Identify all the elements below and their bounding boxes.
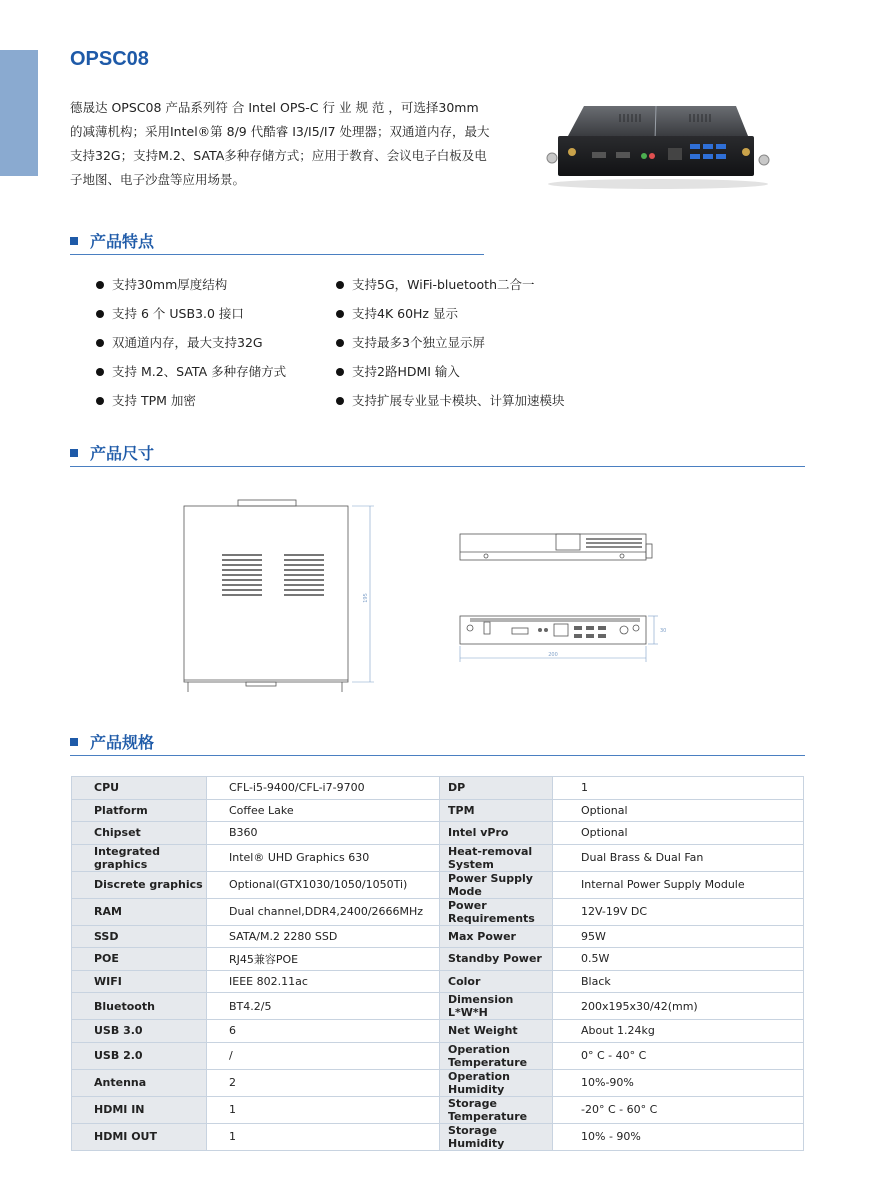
feature-item: 支持4K 60Hz 显示 — [336, 304, 458, 322]
spec-label: POE — [72, 948, 207, 971]
spec-value: 200x195x30/42(mm) — [553, 993, 804, 1020]
feature-item: 支持扩展专业显卡模块、计算加速模块 — [336, 391, 565, 409]
width-dimension-label: 200 — [548, 652, 558, 658]
table-row — [72, 925, 804, 948]
spec-label: Power Requirements — [440, 898, 553, 925]
spec-label: HDMI OUT — [72, 1123, 207, 1150]
feature-item: 支持 TPM 加密 — [96, 391, 196, 409]
side-view-vents — [586, 538, 642, 548]
feature-item: 支持 M.2、SATA 多种存储方式 — [96, 362, 286, 380]
spec-value: Dual Brass & Dual Fan — [553, 844, 804, 871]
spec-label: SSD — [72, 925, 207, 948]
bullet-icon — [336, 368, 344, 376]
spec-value: 95W — [553, 925, 804, 948]
feature-item: 支持30mm厚度结构 — [96, 275, 227, 293]
table-row — [72, 871, 804, 898]
square-bullet-icon — [70, 738, 78, 746]
feature-item: 支持最多3个独立显示屏 — [336, 333, 485, 351]
spec-label: Discrete graphics — [72, 871, 207, 898]
dimensions-heading: 产品尺寸 — [70, 441, 154, 464]
height-dimension-label: 195 — [363, 593, 369, 603]
features-heading: 产品特点 — [70, 229, 154, 252]
spec-value: B360 — [207, 822, 440, 845]
spec-label: Storage Humidity — [440, 1123, 553, 1150]
table-row — [72, 844, 804, 871]
dimensions-divider — [70, 466, 805, 467]
feature-item: 支持 6 个 USB3.0 接口 — [96, 304, 244, 322]
specs-heading: 产品规格 — [70, 730, 154, 753]
spec-label: Power Supply Mode — [440, 871, 553, 898]
spec-value: CFL-i5-9400/CFL-i7-9700 — [207, 777, 440, 800]
table-row — [72, 777, 804, 800]
square-bullet-icon — [70, 237, 78, 245]
bullet-icon — [96, 281, 104, 289]
table-row — [72, 1096, 804, 1123]
specs-table — [71, 776, 804, 1151]
spec-label: HDMI IN — [72, 1096, 207, 1123]
spec-value: 1 — [553, 777, 804, 800]
page-title: OPSC08 — [70, 48, 149, 70]
spec-label: Integrated graphics — [72, 844, 207, 871]
spec-value: 2 — [207, 1069, 440, 1096]
table-row — [72, 1020, 804, 1043]
spec-label: Antenna — [72, 1069, 207, 1096]
spec-label: Max Power — [440, 925, 553, 948]
spec-label: CPU — [72, 777, 207, 800]
spec-value: 1 — [207, 1096, 440, 1123]
spec-value: -20° C - 60° C — [553, 1096, 804, 1123]
table-row — [72, 822, 804, 845]
spec-label: Operation Humidity — [440, 1069, 553, 1096]
spec-value: BT4.2/5 — [207, 993, 440, 1020]
spec-value: 10%-90% — [553, 1069, 804, 1096]
feature-item: 支持2路HDMI 输入 — [336, 362, 460, 380]
spec-value: Optional — [553, 822, 804, 845]
table-row — [72, 1069, 804, 1096]
spec-label: Intel vPro — [440, 822, 553, 845]
bullet-icon — [96, 310, 104, 318]
bullet-icon — [96, 339, 104, 347]
intro-paragraph: 德晟达 OPSC08 产品系列符 合 Intel OPS-C 行 业 规 范 ，可选择30mm的减薄机构；采用Intel®第 8/9 代酷睿 I3/I5/I7 处理器；双通道内存，最大支持32G；支持M.2、SATA多种存储方式；应用于教育、会议电子白板及电子地图、电子沙盘等应用场景。 — [70, 100, 490, 187]
table-row — [72, 799, 804, 822]
bullet-icon — [336, 397, 344, 405]
table-row — [72, 1123, 804, 1150]
feature-item: 支持5G，WiFi-bluetooth二合一 — [336, 275, 535, 293]
specs-divider — [70, 755, 805, 756]
spec-value: Optional(GTX1030/1050/1050Ti) — [207, 871, 440, 898]
spec-label: TPM — [440, 799, 553, 822]
table-row — [72, 1042, 804, 1069]
square-bullet-icon — [70, 449, 78, 457]
spec-value: SATA/M.2 2280 SSD — [207, 925, 440, 948]
table-row — [72, 898, 804, 925]
spec-value: RJ45兼容POE — [207, 948, 440, 971]
spec-value: 0° C - 40° C — [553, 1042, 804, 1069]
spec-value: Black — [553, 970, 804, 993]
spec-label: Dimension L*W*H — [440, 993, 553, 1020]
product-photo — [540, 102, 772, 190]
bullet-icon — [336, 310, 344, 318]
spec-value: Optional — [553, 799, 804, 822]
dimension-drawings — [176, 494, 676, 700]
spec-value: 0.5W — [553, 948, 804, 971]
spec-label: Chipset — [72, 822, 207, 845]
bullet-icon — [336, 281, 344, 289]
spec-label: Storage Temperature — [440, 1096, 553, 1123]
spec-value: Coffee Lake — [207, 799, 440, 822]
spec-label: Standby Power — [440, 948, 553, 971]
spec-label: USB 3.0 — [72, 1020, 207, 1043]
spec-value: About 1.24kg — [553, 1020, 804, 1043]
spec-value: 1 — [207, 1123, 440, 1150]
spec-label: Net Weight — [440, 1020, 553, 1043]
spec-label: Color — [440, 970, 553, 993]
table-row — [72, 993, 804, 1020]
depth-dimension-label: 30 — [660, 628, 667, 634]
table-row — [72, 948, 804, 971]
bullet-icon — [96, 368, 104, 376]
spec-value: Intel® UHD Graphics 630 — [207, 844, 440, 871]
spec-value: 10% - 90% — [553, 1123, 804, 1150]
spec-label: Operation Temperature — [440, 1042, 553, 1069]
bullet-icon — [336, 339, 344, 347]
sidebar-tab — [0, 50, 38, 176]
spec-value: / — [207, 1042, 440, 1069]
table-row — [72, 970, 804, 993]
front-view-ports — [470, 618, 640, 638]
features-divider — [70, 254, 484, 255]
spec-label: Bluetooth — [72, 993, 207, 1020]
spec-value: 6 — [207, 1020, 440, 1043]
spec-value: IEEE 802.11ac — [207, 970, 440, 993]
spec-value: Dual channel,DDR4,2400/2666MHz — [207, 898, 440, 925]
spec-label: Heat-removal System — [440, 844, 553, 871]
feature-item: 双通道内存，最大支持32G — [96, 333, 263, 351]
spec-label: Platform — [72, 799, 207, 822]
spec-label: WIFI — [72, 970, 207, 993]
spec-label: DP — [440, 777, 553, 800]
top-view-vents — [222, 554, 324, 596]
spec-value: 12V-19V DC — [553, 898, 804, 925]
spec-value: Internal Power Supply Module — [553, 871, 804, 898]
spec-label: RAM — [72, 898, 207, 925]
spec-label: USB 2.0 — [72, 1042, 207, 1069]
bullet-icon — [96, 397, 104, 405]
